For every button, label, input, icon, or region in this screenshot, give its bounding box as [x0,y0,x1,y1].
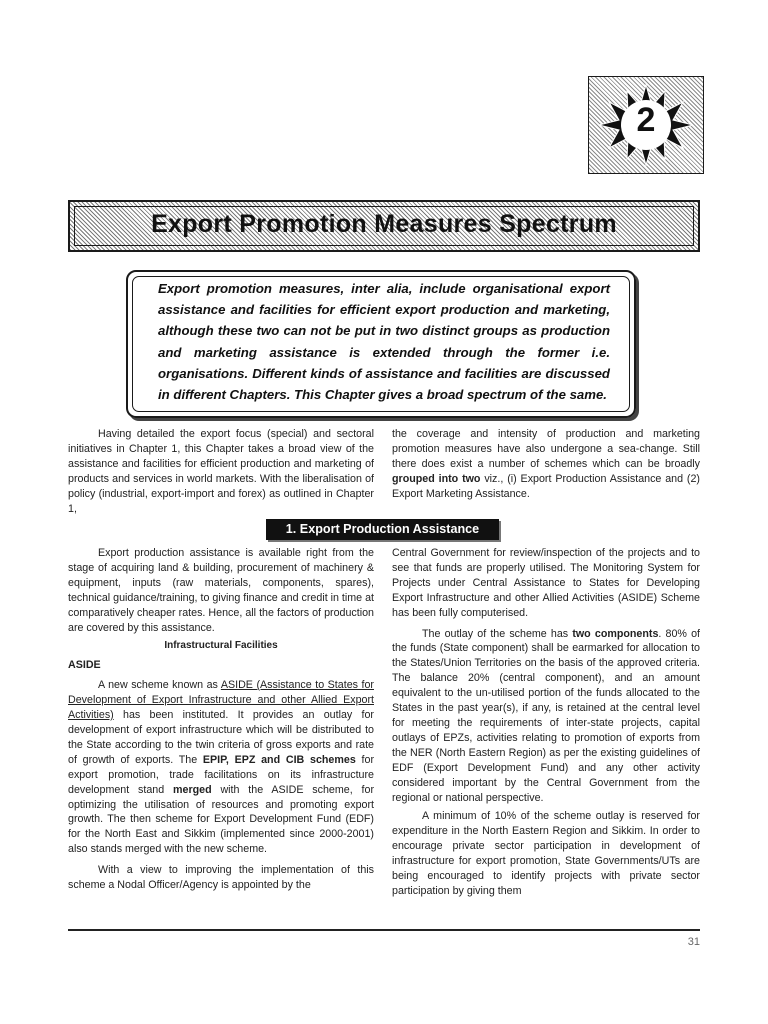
paragraph: Having detailed the export focus (special) and sectoral initiatives in Chapter 1, this Chapter takes a broad view of the assistance and facilities for efficient production and marketing of products and services in world markets. With the liberalisation of policy (industrial, export-import and forex) as outlined in Chapter 1, [68,428,374,515]
subheading-infrastructural-facilities: Infrastructural Facilities [164,640,278,652]
text-run: viz., (i) Export Production Assistance and (2) Export Marketing Assistance. [392,472,700,500]
subheading-aside: ASIDE [68,659,101,672]
paragraph: Export production assistance is available right from the stage of acquiring land & building, procurement of machinery & equipment, inputs (raw materials, components, spares), technical guidance/training, to giving finance and credit in time at comparatively cheaper rates. Hence, all the factors of production are covered by this assistance. [68,547,374,634]
paragraph: With a view to improving the implementation of this scheme a Nodal Officer/Agency is appointed by the [68,864,374,892]
bold-text: merged [173,783,212,796]
left-column [68,546,374,893]
intro-paragraph-right [392,427,700,502]
intro-paragraph-left [68,427,374,516]
right-column [392,546,700,899]
footer-rule [68,929,700,931]
paragraph [392,627,700,806]
text-run: The outlay of the scheme has [422,627,573,640]
paragraph [68,678,374,857]
text-run: has been instituted. It provides an outlay for development of export infrastructure which will be distributed to the State according to the twin criteria of gross exports and rate of growth of exports. The [68,709,374,766]
bold-text: EPIP, EPZ and CIB schemes [202,753,356,766]
chapter-title: Export Promotion Measures Spectrum [151,210,617,238]
text-run: the coverage and intensity of production and marketing promotion measures have also undergone a sea-change. Still there does exist a number of schemes which can be broadly [392,428,700,470]
chapter-number: 2 [636,101,656,139]
chapter-title-banner [68,200,700,252]
bold-text: two components [572,627,659,640]
section-heading: 1. Export Production Assistance [266,519,499,540]
bold-text: grouped into two [392,472,481,485]
intro-box [126,270,636,418]
chapter-badge [588,76,704,174]
paragraph: A minimum of 10% of the scheme outlay is reserved for expenditure in the North Eastern Region and Sikkim. In order to encourage private sector participation in development of infrastructure for export promotion, State Governments/UTs are being encouraged to identify projects with private sector participation by giving them [392,810,700,897]
intro-text: Export promotion measures, inter alia, include organisational export assistance and facilities for efficient export production and marketing, although these two can not be put in two distinct groups as production and marketing assistance is extended through the former i.e. organisations. Different kinds of assistance and facilities are discussed in different Chapters. This Chapter gives a broad spectrum of the same. [158,281,610,403]
text-run: for export promotion, trade facilitations on its infrastructure development stand [68,753,375,796]
paragraph [392,427,700,502]
paragraph: Central Government for review/inspection of the projects and to see that funds are properly utilised. The Monitoring System for Projects under Central Assistance to States for Developing Export Infrastructure and other Allied Activities (ASIDE) Scheme has been fully computerised. [392,547,700,619]
underlined-scheme-name: ASIDE (Assistance to States for Development of Export Infrastructure and other Allied Export Activities) [68,679,374,722]
text-run: . 80% of the funds (State component) shall be earmarked for allocation to the States/Union Territories on the basis of the approved criteria. The balance 20% (central component), and an amount equivalent to the un-utilised portion of the funds allocated to the States in the past year(s), if any, is retained at the central level for meeting the requirements of inter-state projects, capital outlays of EPZs, activities relating to promotion of exports from the NER (North Eastern Region) as per the existing guidelines of EDF (Export Development Fund) and any other activity considered important by the Central Government from the regional or national perspective. [392,627,700,804]
page-number: 31 [687,936,700,948]
text-run: A new scheme known as [98,679,221,692]
text-run: with the ASIDE scheme, for optimizing the utilisation of resources and promoting export growth. The then scheme for Export Development Fund (EDF) for the North East and Sikkim (implemented since 2000-2001) also stands merged with the new scheme. [68,783,374,856]
